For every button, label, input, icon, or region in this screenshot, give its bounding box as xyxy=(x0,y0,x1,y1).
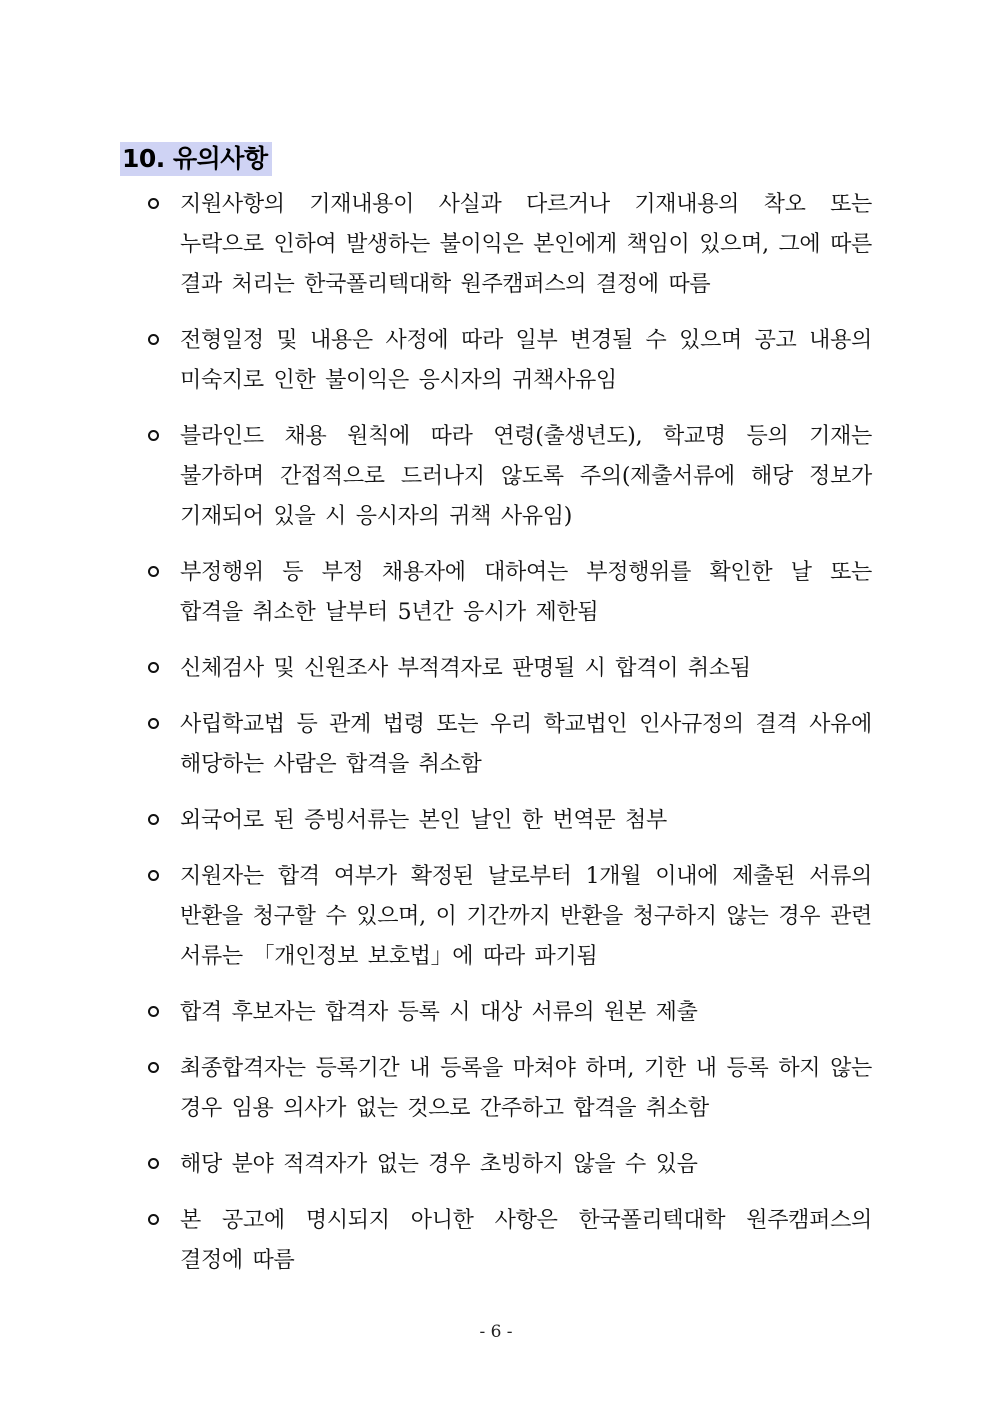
circle-bullet-icon xyxy=(148,662,159,673)
circle-bullet-icon xyxy=(148,1062,159,1073)
list-item xyxy=(147,185,872,305)
circle-bullet-icon xyxy=(148,334,159,345)
list-item-text: 지원자는 합격 여부가 확정된 날로부터 1개월 이내에 제출된 서류의 반환을 청구할 수 있으며, 이 기간까지 반환을 청구하지 않는 경우 관련 서류는 「개인정보 보호법」에 따라 파기됨 xyxy=(180,864,872,969)
list-item xyxy=(147,1145,872,1185)
list-item xyxy=(147,553,872,633)
list-item-text: 전형일정 및 내용은 사정에 따라 일부 변경될 수 있으며 공고 내용의 미숙지로 인한 불이익은 응시자의 귀책사유임 xyxy=(180,328,872,393)
list-item xyxy=(147,1201,872,1281)
section-title: 10. 유의사항 xyxy=(120,142,272,176)
page-number: - 6 - xyxy=(479,1322,513,1342)
circle-bullet-icon xyxy=(148,718,159,729)
list-item-text: 해당 분야 적격자가 없는 경우 초빙하지 않을 수 있음 xyxy=(180,1152,698,1177)
list-item xyxy=(147,801,872,841)
list-item-text: 신체검사 및 신원조사 부적격자로 판명될 시 합격이 취소됨 xyxy=(180,656,751,681)
list-item-text: 최종합격자는 등록기간 내 등록을 마쳐야 하며, 기한 내 등록 하지 않는 경우 임용 의사가 없는 것으로 간주하고 합격을 취소함 xyxy=(180,1056,872,1121)
list-item-text: 부정행위 등 부정 채용자에 대하여는 부정행위를 확인한 날 또는 합격을 취소한 날부터 5년간 응시가 제한됨 xyxy=(180,560,872,625)
circle-bullet-icon xyxy=(148,430,159,441)
notice-list xyxy=(147,185,872,1297)
list-item-text: 본 공고에 명시되지 아니한 사항은 한국폴리텍대학 원주캠퍼스의 결정에 따름 xyxy=(180,1208,872,1273)
circle-bullet-icon xyxy=(148,198,159,209)
list-item xyxy=(147,993,872,1033)
circle-bullet-icon xyxy=(148,1158,159,1169)
list-item-text: 사립학교법 등 관계 법령 또는 우리 학교법인 인사규정의 결격 사유에 해당하는 사람은 합격을 취소함 xyxy=(180,712,872,777)
circle-bullet-icon xyxy=(148,566,159,577)
list-item-text: 합격 후보자는 합격자 등록 시 대상 서류의 원본 제출 xyxy=(180,1000,698,1025)
list-item-text: 지원사항의 기재내용이 사실과 다르거나 기재내용의 착오 또는 누락으로 인하여 발생하는 불이익은 본인에게 책임이 있으며, 그에 따른 결과 처리는 한국폴리텍대학 원주캠퍼스의 결정에 따름 xyxy=(180,192,872,297)
list-item xyxy=(147,649,872,689)
list-item-text: 외국어로 된 증빙서류는 본인 날인 한 번역문 첨부 xyxy=(180,808,667,833)
list-item xyxy=(147,321,872,401)
circle-bullet-icon xyxy=(148,814,159,825)
list-item xyxy=(147,705,872,785)
list-item xyxy=(147,417,872,537)
list-item xyxy=(147,1049,872,1129)
list-item xyxy=(147,857,872,977)
circle-bullet-icon xyxy=(148,1006,159,1017)
circle-bullet-icon xyxy=(148,1214,159,1225)
list-item-text: 블라인드 채용 원칙에 따라 연령(출생년도), 학교명 등의 기재는 불가하며 간접적으로 드러나지 않도록 주의(제출서류에 해당 정보가 기재되어 있을 시 응시자의 귀책 사유임) xyxy=(180,424,872,529)
circle-bullet-icon xyxy=(148,870,159,881)
